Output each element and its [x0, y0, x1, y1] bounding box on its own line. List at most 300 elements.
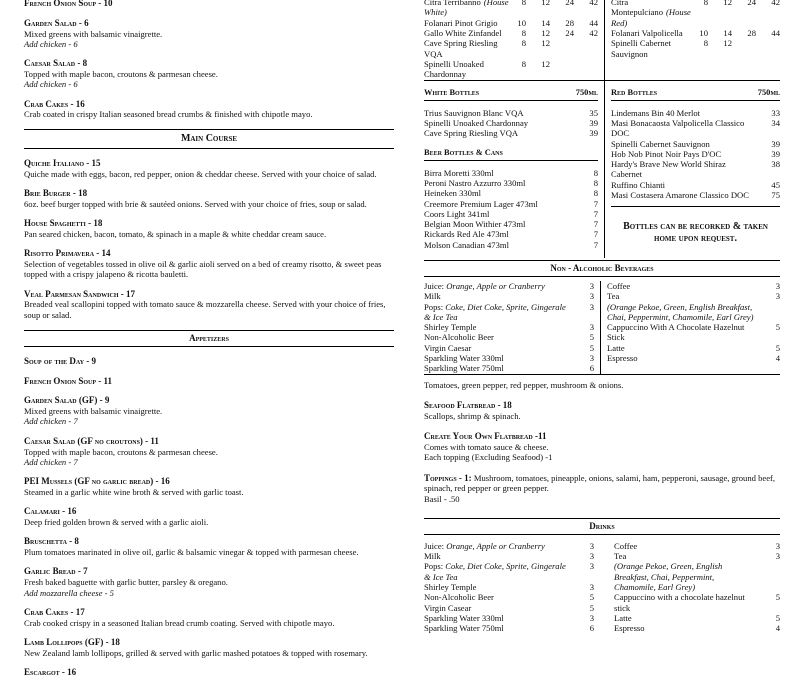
- beverage-name-cell: [614, 592, 758, 613]
- menu-item-description: Topped with maple bacon, croutons & parmesan cheese.: [24, 446, 218, 457]
- flatbread-item: [424, 400, 780, 421]
- wine-row: [424, 18, 598, 28]
- list-row: [611, 118, 780, 139]
- item-name: Peroni Nastro Azzurro 330ml: [424, 177, 526, 188]
- red-bottles-size: 750ml: [757, 87, 780, 97]
- item-price: 7: [593, 219, 598, 230]
- red-bottles-header: [611, 87, 780, 101]
- menu-item: [24, 667, 394, 678]
- item-name: Molson Canadian 473ml: [424, 239, 509, 250]
- beverage-price: 5: [589, 602, 594, 613]
- beverage-name-cell: [424, 541, 572, 551]
- beverage-row: [614, 592, 780, 613]
- item-price: 7: [593, 239, 598, 250]
- beverage-name-cell: [424, 332, 572, 342]
- menu-item: [24, 376, 394, 387]
- list-row: [424, 178, 598, 188]
- beverage-row: [424, 353, 594, 363]
- beverage-name-cell: [424, 291, 572, 301]
- wine-price: 8: [521, 0, 526, 7]
- red-bottles-title: Red Bottles: [611, 87, 658, 97]
- wine-name-cell: [611, 38, 692, 59]
- item-price: 34: [771, 117, 780, 128]
- wine-price: [550, 59, 574, 80]
- wine-price: 24: [565, 0, 574, 7]
- beverage-detail: (Orange Pekoe, Green, English Breakfast, Chai, Peppermint, Chamomile, Earl Grey): [607, 301, 754, 322]
- menu-item: [24, 436, 394, 467]
- beverage-name-cell: [424, 302, 572, 323]
- menu-item-title: Escargot - 16: [24, 667, 77, 678]
- list-row: [611, 139, 780, 149]
- beverage-row: [424, 291, 594, 301]
- beverage-name: Sparkling Water 330ml: [424, 353, 504, 364]
- menu-item: [24, 289, 394, 320]
- beverage-name: Espresso: [607, 353, 638, 364]
- flatbread-line: Each topping (Excluding Seafood) -1: [424, 452, 553, 463]
- beer-title: Beer Bottles & Cans: [424, 147, 503, 157]
- beverage-row: [424, 623, 594, 633]
- beverage-price: 3: [775, 280, 780, 291]
- menu-item-title: Veal Parmesan Sandwich - 17: [24, 288, 136, 299]
- beverage-name: Coffee: [607, 280, 631, 291]
- menu-item: [24, 18, 394, 49]
- menu-item-description: Crab cooked crispy in a seasoned Italian bread crumb coating. Served with chipotle mayo.: [24, 617, 335, 628]
- beverage-price: 4: [775, 623, 780, 634]
- item-price: 8: [593, 188, 598, 199]
- toppings-title: Toppings - 1:: [424, 472, 472, 483]
- beverage-row: [607, 302, 780, 323]
- beverage-name-cell: [614, 561, 758, 592]
- wine-price: 8: [703, 0, 708, 7]
- beverage-name-cell: [424, 603, 572, 613]
- beverage-price: 3: [775, 540, 780, 551]
- menu-item-title: Quiche Italiano - 15: [24, 157, 101, 168]
- beverage-name: Shirley Temple: [424, 582, 477, 593]
- wine-price: 12: [541, 38, 550, 49]
- white-bottles-size: 750ml: [575, 87, 598, 97]
- beverage-price: 3: [589, 612, 594, 623]
- menu-item: [24, 158, 394, 179]
- wine-name-cell: [424, 38, 510, 59]
- item-price: 33: [771, 107, 780, 118]
- beverage-row: [607, 343, 780, 353]
- beverage-name: Cappuccino with a chocolate hazelnut stick: [614, 592, 745, 613]
- beverage-row: [424, 302, 594, 323]
- wine-price: [732, 38, 756, 59]
- menu-item-title: House Spaghetti - 18: [24, 217, 103, 228]
- beverage-row: [607, 353, 780, 363]
- menu-item-description: Breaded veal scallopini topped with tomato sauce & mozzarella cheese. Served with your choice of fries, soup or salad.: [24, 299, 386, 320]
- menu-item-title: Lamb Lollipops (GF) - 18: [24, 637, 120, 648]
- beverage-name: Latte: [614, 612, 632, 623]
- wine-price: 12: [541, 58, 550, 69]
- wine-price: 42: [589, 0, 598, 7]
- menu-item-description: Mixed greens with balsamic vinaigrette.: [24, 28, 163, 39]
- wine-note: (House Red): [611, 7, 691, 28]
- beverage-name: Pops:: [424, 561, 446, 572]
- wine-name: Citra Montepulciano: [611, 0, 664, 18]
- beverage-row: [614, 613, 780, 623]
- left-menu-column: [24, 0, 394, 687]
- list-row: [424, 188, 598, 198]
- beverage-detail: Coke, Diet Coke, Sprite, Gingerale & Ice Tea: [424, 301, 566, 322]
- item-price: 7: [593, 208, 598, 219]
- item-price: 7: [593, 229, 598, 240]
- wine-price: [574, 59, 598, 80]
- item-name: Coors Light 341ml: [424, 208, 490, 219]
- beverage-name: Non-Alcoholic Beer: [424, 592, 494, 603]
- wine-price: 12: [723, 38, 732, 49]
- menu-item-description: Crab coated in crispy Italian seasoned bread crumbs & finished with chipotle mayo.: [24, 109, 313, 120]
- item-name: Birra Moretti 330ml: [424, 167, 494, 178]
- item-price: 35: [589, 107, 598, 118]
- menu-item: [24, 188, 394, 209]
- item-name: Hob Nob Pinot Noir Pays D'OC: [611, 148, 722, 159]
- list-row: [424, 199, 598, 209]
- list-row: [611, 149, 780, 159]
- white-bottles-list: [424, 108, 598, 139]
- menu-item-title: French Onion Soup - 10: [24, 0, 113, 8]
- menu-item-title: PEI Mussels (GF no garlic bread) - 16: [24, 476, 170, 487]
- beverage-name-cell: [424, 592, 572, 602]
- wine-price: 24: [565, 27, 574, 38]
- beverage-name-cell: [424, 623, 572, 633]
- menu-item-title: French Onion Soup - 11: [24, 375, 113, 386]
- menu-item-title: Caesar Salad (GF no croutons) - 11: [24, 435, 159, 446]
- menu-item-title: Caesar Salad - 8: [24, 58, 88, 69]
- wine-row: [611, 38, 780, 59]
- list-row: [424, 108, 598, 118]
- beverage-price: 3: [589, 280, 594, 291]
- list-row: [424, 209, 598, 219]
- recork-note: Bottles can be recorked & taken home upon request.: [623, 221, 768, 244]
- menu-item-title: Brie Burger - 18: [24, 187, 88, 198]
- wine-price: 28: [565, 17, 574, 28]
- flatbread-items: [424, 400, 780, 463]
- beverage-price: 5: [775, 322, 780, 333]
- wine-name: Spinelli Cabernet Sauvignon: [611, 38, 671, 59]
- top-items: [24, 0, 394, 120]
- menu-item-description: Quiche made with eggs, bacon, red pepper, onion & cheddar cheese. Served with your choice of salad.: [24, 168, 377, 179]
- list-row: [611, 180, 780, 190]
- wine-row: [424, 59, 598, 80]
- list-row: [611, 108, 780, 118]
- wine-price: 42: [589, 27, 598, 38]
- beverage-price: 3: [775, 551, 780, 562]
- menu-item: [24, 476, 394, 497]
- wine-price: [574, 38, 598, 59]
- non-alcoholic-left: [424, 281, 601, 374]
- menu-item-addon: Add chicken - 7: [24, 416, 78, 427]
- wine-by-glass: [424, 0, 780, 81]
- item-price: 39: [771, 148, 780, 159]
- wine-row: [424, 28, 598, 38]
- wine-row: [424, 0, 598, 18]
- wine-name-cell: [611, 28, 692, 38]
- beverage-row: [424, 322, 594, 332]
- menu-item-title: Crab Cakes - 16: [24, 98, 85, 109]
- menu-item-title: Risotto Primavera - 14: [24, 248, 111, 259]
- wine-row: [611, 28, 780, 38]
- flatbread-line: Comes with tomato sauce & cheese.: [424, 441, 549, 452]
- item-price: 39: [771, 138, 780, 149]
- wine-name: Spinelli Unoaked Chardonnay: [424, 58, 484, 80]
- wine-price: 12: [723, 0, 732, 7]
- beverage-price: [758, 561, 780, 592]
- beverage-name-cell: [607, 291, 758, 301]
- beverage-name-cell: [424, 353, 572, 363]
- wine-name-cell: [424, 0, 510, 18]
- item-name: Heineken 330ml: [424, 188, 482, 199]
- beverage-row: [614, 541, 780, 551]
- item-name: Masi Bonacaosta Valpolicella Classico DOC: [611, 117, 745, 139]
- wine-price: 44: [771, 27, 780, 38]
- beverage-name: Coffee: [614, 540, 638, 551]
- item-price: 45: [771, 179, 780, 190]
- beverage-name-cell: [607, 343, 758, 353]
- list-row: [611, 190, 780, 200]
- wine-price: 8: [521, 38, 526, 49]
- list-row: [424, 118, 598, 128]
- list-row: [424, 229, 598, 239]
- drinks-left: [424, 541, 600, 634]
- beverage-price: 3: [589, 353, 594, 364]
- menu-item-title: Garlic Bread - 7: [24, 566, 88, 577]
- basil-line: Basil - .50: [424, 493, 460, 504]
- item-name: Belgian Moon Withier 473ml: [424, 219, 526, 230]
- beverage-name-cell: [607, 281, 758, 291]
- menu-item-description: Plum tomatoes marinated in olive oil, garlic & balsamic vinegar & topped with parmesan cheese.: [24, 547, 359, 558]
- item-price: 38: [771, 159, 780, 170]
- red-bottles-list: [611, 108, 780, 201]
- flatbread-line: Scallops, shrimp & spinach.: [424, 410, 521, 421]
- menu-item: [24, 637, 394, 658]
- item-price: 8: [593, 167, 598, 178]
- flatbread-title: Seafood Flatbread - 18: [424, 400, 512, 411]
- wine-name-cell: [424, 18, 510, 28]
- bottles-section: [424, 81, 780, 259]
- beverage-name: Non-Alcoholic Beer: [424, 332, 494, 343]
- item-name: Spinelli Unoaked Chardonnay: [424, 117, 529, 128]
- item-name: Creemore Premium Lager 473ml: [424, 198, 538, 209]
- beverage-name: Tea: [607, 291, 620, 302]
- red-wines-glass: [605, 0, 780, 80]
- beverage-name: Milk: [424, 551, 441, 562]
- wine-row: [611, 0, 780, 28]
- beverage-name-cell: [424, 363, 572, 373]
- beverage-name: Espresso: [614, 623, 645, 634]
- item-name: Cave Spring Riesling VQA: [424, 128, 519, 139]
- beverage-price: 3: [589, 322, 594, 333]
- beverage-row: [424, 343, 594, 353]
- beverage-name: Juice:: [424, 280, 447, 291]
- menu-item-description: Selection of vegetables tossed in olive oil & garlic aioli served on a bed of creamy risotto, & sweet peas topped with a crispy jalapeno & ricotta bauletti.: [24, 258, 382, 280]
- item-name: Rickards Red Ale 473ml: [424, 229, 509, 240]
- wine-price: [756, 38, 780, 59]
- beverage-name-cell: [614, 623, 758, 633]
- beverage-name-cell: [424, 322, 572, 332]
- beverage-name: Sparkling Water 750ml: [424, 363, 504, 374]
- beverage-row: [424, 363, 594, 373]
- wine-price: 28: [747, 27, 756, 38]
- wine-price: 24: [747, 0, 756, 7]
- drinks-right: [600, 541, 780, 634]
- non-alcoholic-beverages: [424, 281, 780, 375]
- menu-item: [24, 58, 394, 89]
- wine-name: Folanari Pinot Grigio: [424, 17, 498, 28]
- beverage-row: [607, 322, 780, 343]
- menu-item-addon: Add chicken - 6: [24, 79, 78, 90]
- menu-item-description: Steamed in a garlic white wine broth & served with garlic toast.: [24, 486, 244, 497]
- wine-note: (House White): [424, 0, 509, 18]
- menu-item: [24, 0, 394, 9]
- beverage-price: 5: [589, 592, 594, 603]
- beverage-price: 6: [589, 623, 594, 634]
- non-alcoholic-header: Non - Alcoholic Beverages: [424, 260, 780, 277]
- wine-name-cell: [611, 0, 692, 28]
- beverage-price: 5: [775, 612, 780, 623]
- menu-item-title: Crab Cakes - 17: [24, 606, 85, 617]
- wine-price: [550, 38, 574, 59]
- beverage-name-cell: [424, 582, 572, 592]
- beverage-detail: Coke, Diet Coke, Sprite, Gingerale & Ice Tea: [424, 561, 566, 582]
- beverage-name-cell: [607, 322, 758, 343]
- list-row: [424, 219, 598, 229]
- beverage-name: Tea: [614, 551, 627, 562]
- item-name: Lindemans Bin 40 Merlot: [611, 107, 701, 118]
- flatbread-section: [424, 380, 780, 504]
- menu-item-description: Mixed greens with balsamic vinaigrette.: [24, 406, 163, 417]
- wine-price: 8: [521, 27, 526, 38]
- wine-price: 14: [541, 17, 550, 28]
- wine-name: Citra Terribanno: [424, 0, 481, 7]
- item-price: 39: [589, 117, 598, 128]
- menu-item: [24, 566, 394, 597]
- beverage-name: Shirley Temple: [424, 322, 477, 333]
- wine-name: Gallo White Zinfandel: [424, 27, 502, 38]
- beverage-price: 4: [775, 353, 780, 364]
- flatbread-veg-line: Tomatoes, green pepper, red pepper, mushroom & onions.: [424, 379, 624, 390]
- beverage-price: 5: [775, 342, 780, 353]
- menu-item: [24, 506, 394, 527]
- wine-name-cell: [424, 28, 510, 38]
- beverage-name: Cappuccino With A Chocolate Hazelnut Stick: [607, 322, 745, 343]
- beverage-name: Virgin Casear: [424, 602, 472, 613]
- toppings-text: Mushroom, tomatoes, pineapple, onions, salami, ham, pepperoni, sausage, ground beef, spinach, red pepper or green pepper.: [424, 472, 776, 494]
- beverage-name: Virgin Caesar: [424, 342, 472, 353]
- beverage-price: 3: [589, 561, 594, 572]
- menu-item-addon: Add mozzarella cheese - 5: [24, 587, 114, 598]
- white-bottles-title: White Bottles: [424, 87, 480, 97]
- appetizers-header: Appetizers: [24, 330, 394, 347]
- beverage-name-cell: [607, 302, 758, 323]
- menu-item-title: Soup of the Day - 9: [24, 355, 97, 366]
- menu-item-addon: Add chicken - 7: [24, 456, 78, 467]
- beverage-name-cell: [424, 551, 572, 561]
- menu-item: [24, 395, 394, 426]
- wine-price: 14: [723, 27, 732, 38]
- menu-item: [24, 218, 394, 239]
- menu-item-title: Bruschetta - 8: [24, 536, 79, 547]
- toppings-line: [424, 473, 780, 494]
- wine-row: [424, 38, 598, 59]
- beverage-price: 5: [775, 592, 780, 603]
- wine-price: 10: [699, 27, 708, 38]
- beverage-row: [424, 613, 594, 623]
- menu-item-title: Garden Salad - 6: [24, 17, 89, 28]
- beverage-row: [424, 592, 594, 602]
- item-price: 39: [589, 128, 598, 139]
- menu-item: [24, 99, 394, 120]
- beverage-price: 5: [589, 342, 594, 353]
- item-price: 8: [593, 177, 598, 188]
- wine-name: Cave Spring Riesling VQA: [424, 38, 498, 59]
- menu-item: [24, 536, 394, 557]
- beverage-row: [607, 291, 780, 301]
- beverage-row: [424, 551, 594, 561]
- list-row: [424, 240, 598, 250]
- drinks: [424, 541, 780, 634]
- beverage-detail: (Orange Pekoe, Green, English Breakfast, Chai, Peppermint, Chamomile, Earl Grey): [614, 561, 723, 593]
- beverage-name: Latte: [607, 342, 625, 353]
- list-row: [424, 128, 598, 138]
- beverage-price: 3: [589, 301, 594, 312]
- menu-item-description: Pan seared chicken, bacon, tomato, & spinach in a maple & white cheddar cream sauce.: [24, 228, 327, 239]
- beverage-row: [614, 623, 780, 633]
- menu-item-description: Fresh baked baguette with garlic butter, parsley & oregano.: [24, 577, 228, 588]
- beverage-price: 5: [589, 332, 594, 343]
- appetizer-items: [24, 356, 394, 678]
- beverage-row: [607, 281, 780, 291]
- wine-price: 12: [541, 0, 550, 7]
- beverage-row: [424, 603, 594, 613]
- main-course-items: [24, 158, 394, 320]
- item-name: Ruffino Chianti: [611, 179, 666, 190]
- wine-price: 12: [541, 27, 550, 38]
- flatbread-title: Create Your Own Flatbread -11: [424, 431, 547, 442]
- beverage-price: 6: [589, 363, 594, 374]
- beverage-name-cell: [614, 613, 758, 623]
- white-bottles-header: [424, 87, 598, 101]
- menu-item-description: 6oz. beef burger topped with brie & sautéed onions. Served with your choice of fries, soup or salad.: [24, 198, 367, 209]
- menu-item-description: Topped with maple bacon, croutons & parmesan cheese.: [24, 69, 218, 80]
- menu-item-description: Deep fried golden brown & served with a garlic aioli.: [24, 517, 209, 528]
- beverage-row: [424, 541, 594, 551]
- menu-item: [24, 248, 394, 279]
- right-menu-column: [424, 0, 780, 634]
- menu-item-description: New Zealand lamb lollipops, grilled & served with garlic mashed potatoes & topped with rosemary.: [24, 647, 368, 658]
- white-wines-glass: [424, 0, 605, 80]
- beverage-name: Sparkling Water 750ml: [424, 623, 504, 634]
- beverage-price: 3: [589, 551, 594, 562]
- beverage-detail: Orange, Apple or Cranberry: [446, 280, 545, 291]
- beverage-name-cell: [424, 561, 572, 582]
- menu-item: [24, 356, 394, 367]
- item-name: Masi Costasera Amarone Classico DOC: [611, 190, 749, 201]
- beverage-row: [424, 561, 594, 582]
- beverage-name-cell: [424, 613, 572, 623]
- wine-price: 8: [521, 58, 526, 69]
- beer-list: [424, 168, 598, 251]
- beverage-row: [424, 332, 594, 342]
- wine-price: 44: [589, 17, 598, 28]
- menu-item-title: Calamari - 16: [24, 506, 77, 517]
- item-price: 7: [593, 198, 598, 209]
- beverage-price: 3: [589, 540, 594, 551]
- beverage-name: Juice:: [424, 540, 447, 551]
- wine-price: 42: [771, 0, 780, 7]
- beverage-row: [424, 281, 594, 291]
